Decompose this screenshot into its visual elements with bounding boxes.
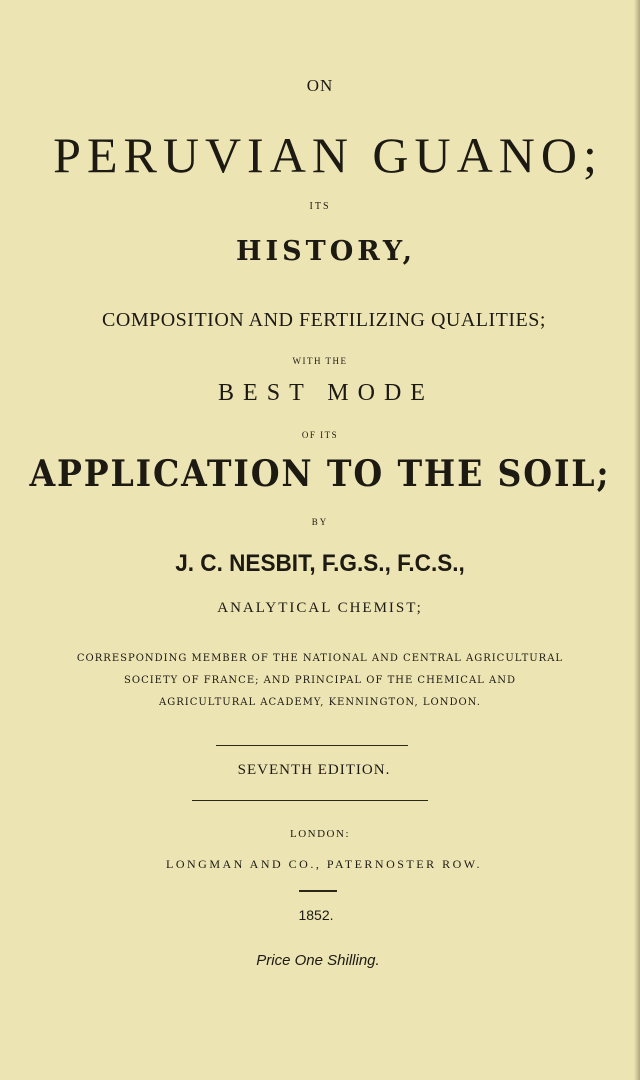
subtitle-composition: COMPOSITION AND FERTILIZING QUALITIES;	[102, 309, 546, 331]
words-best-mode: BEST MODE	[218, 380, 434, 406]
words-with-the: WITH THE	[292, 356, 348, 366]
word-by: BY	[311, 517, 329, 527]
edition-statement: SEVENTH EDITION.	[237, 762, 391, 778]
author-occupation: ANALYTICAL CHEMIST;	[217, 600, 423, 616]
divider-rule	[192, 800, 428, 801]
imprint-place: LONDON:	[290, 828, 350, 840]
affiliation-line: CORRESPONDING MEMBER OF THE NATIONAL AND CENTRAL AGRICULTURAL	[76, 653, 564, 664]
book-title: PERUVIAN GUANO;	[53, 127, 603, 183]
divider-rule	[216, 745, 408, 746]
preposition-on: ON	[306, 76, 334, 95]
author-name: J. C. NESBIT, F.G.S., F.C.S.,	[175, 550, 465, 577]
subtitle-application: APPLICATION TO THE SOIL;	[29, 453, 611, 495]
affiliation-line: AGRICULTURAL ACADEMY, KENNINGTON, LONDON.	[159, 697, 481, 708]
word-its: ITS	[309, 201, 331, 212]
word-history: HISTORY,	[235, 236, 417, 267]
divider-rule	[299, 890, 337, 892]
imprint-year: 1852.	[298, 907, 334, 923]
price-statement: Price One Shilling.	[256, 952, 380, 969]
affiliation-line: SOCIETY OF FRANCE; AND PRINCIPAL OF THE CHEMICAL AND	[124, 675, 516, 686]
words-of-its: OF ITS	[301, 430, 339, 440]
imprint-publisher: LONGMAN AND CO., PATERNOSTER ROW.	[166, 857, 482, 871]
